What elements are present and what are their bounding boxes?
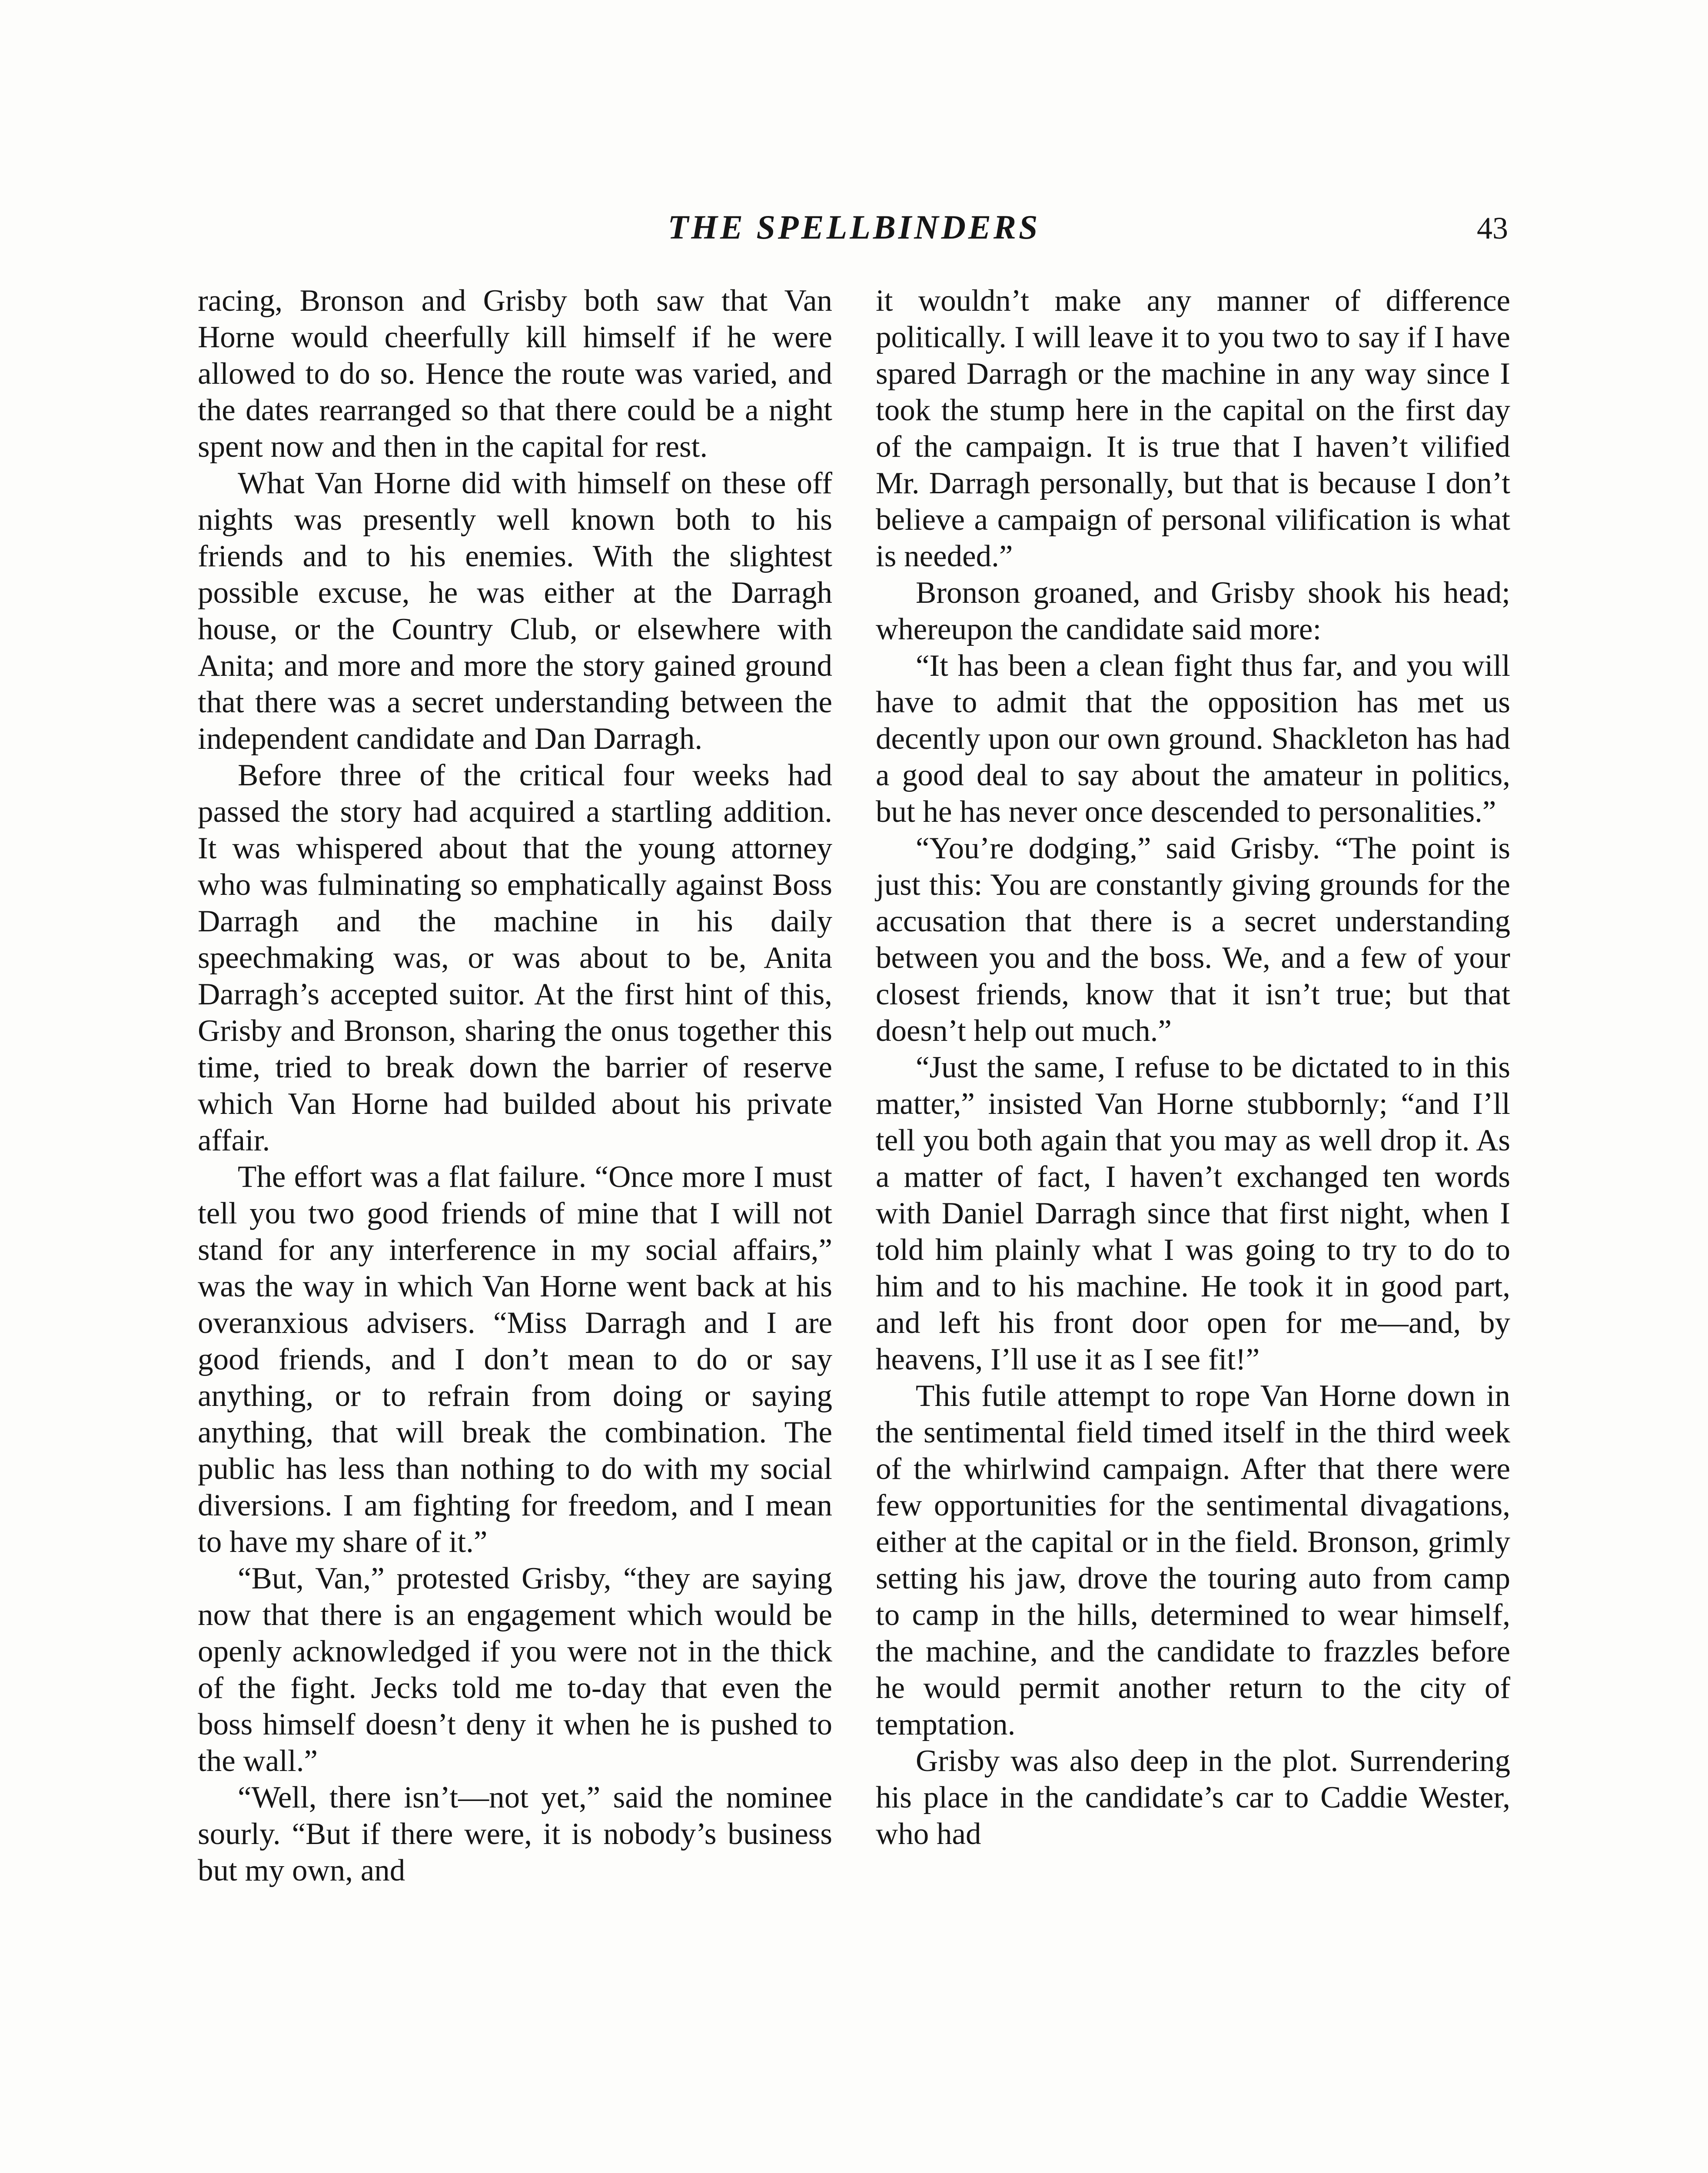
right-text-column bbox=[876, 282, 1510, 1852]
paragraph: racing, Bronson and Grisby both saw that Van Horne would cheerfully kill himself if he were allowed to do so. Hence the route was varied, and the dates rearranged so that there could be a night spent now and then in the capital for rest. bbox=[198, 284, 832, 464]
paragraph: Before three of the critical four weeks had passed the story had acquired a startling addition. It was whispered about that the young attorney who was fulminating so emphatically against Boss Darragh and the machine in his daily speechmaking was, or was about to be, Anita Darragh’s accepted suitor. At the first hint of this, Grisby and Bronson, sharing the onus together this time, tried to break down the barrier of reserve which Van Horne had builded about his private affair. bbox=[198, 758, 832, 1157]
paragraph: Bronson groaned, and Grisby shook his head; whereupon the candidate said more: bbox=[876, 576, 1510, 646]
paragraph: “You’re dodging,” said Grisby. “The point is just this: You are constantly giving grounds for the accusation that there is a secret understanding between you and the boss. We, and a few of your closest friends, know that it isn’t true; but that doesn’t help out much.” bbox=[876, 831, 1510, 1048]
running-title: THE SPELLBINDERS bbox=[668, 208, 1040, 246]
paragraph: What Van Horne did with himself on these off nights was presently well known both to his friends and to his enemies. With the slightest possible excuse, he was either at the Darragh house, or the Country Club, or elsewhere with Anita; and more and more the story gained ground that there was a secret understanding between the independent candidate and Dan Darragh. bbox=[198, 466, 832, 756]
page-number: 43 bbox=[1477, 211, 1508, 246]
paragraph: “Well, there isn’t—not yet,” said the nominee sourly. “But if there were, it is nobody’s business but my own, and bbox=[198, 1781, 832, 1887]
paragraph: “Just the same, I refuse to be dictated to in this matter,” insisted Van Horne stubbornly; “and I’ll tell you both again that you may as well drop it. As a matter of fact, I haven’t exchanged ten words with Daniel Darragh since that first night, when I told him plainly what I was going to try to do to him and to his machine. He took it in good part, and left his front door open for me—and, by heavens, I’ll use it as I see fit!” bbox=[876, 1050, 1510, 1376]
page-header bbox=[0, 208, 1708, 260]
paragraph: “It has been a clean fight thus far, and you will have to admit that the opposition has met us decently upon our own ground. Shackleton has had a good deal to say about the amateur in politics, but he has never once descended to personalities.” bbox=[876, 649, 1510, 829]
paragraph: “But, Van,” protested Grisby, “they are saying now that there is an engagement which would be openly acknowledged if you were not in the thick of the fight. Jecks told me to-day that even the boss himself doesn’t deny it when he is pushed to the wall.” bbox=[198, 1562, 832, 1778]
paragraph: Grisby was also deep in the plot. Surrendering his place in the candidate’s car to Caddie Wester, who had bbox=[876, 1744, 1510, 1851]
left-text-column bbox=[198, 282, 832, 1889]
paragraph: The effort was a flat failure. “Once more I must tell you two good friends of mine that I will not stand for any interference in my social affairs,” was the way in which Van Horne went back at his overanxious advisers. “Miss Darragh and I are good friends, and I don’t mean to do or say anything, or to refrain from doing or saying anything, that will break the combination. The public has less than nothing to do with my social diversions. I am fighting for freedom, and I mean to have my share of it.” bbox=[198, 1160, 832, 1559]
paragraph: it wouldn’t make any manner of difference politically. I will leave it to you two to say if I have spared Darragh or the machine in any way since I took the stump here in the capital on the first day of the campaign. It is true that I haven’t vilified Mr. Darragh personally, but that is because I don’t believe a campaign of personal vilification is what is needed.” bbox=[876, 284, 1510, 573]
paragraph: This futile attempt to rope Van Horne down in the sentimental field timed itself in the third week of the whirlwind campaign. After that there were few opportunities for the sentimental divagations, either at the capital or in the field. Bronson, grimly setting his jaw, drove the touring auto from camp to camp in the hills, determined to wear himself, the machine, and the candidate to frazzles before he would permit another return to the city of temptation. bbox=[876, 1379, 1510, 1741]
